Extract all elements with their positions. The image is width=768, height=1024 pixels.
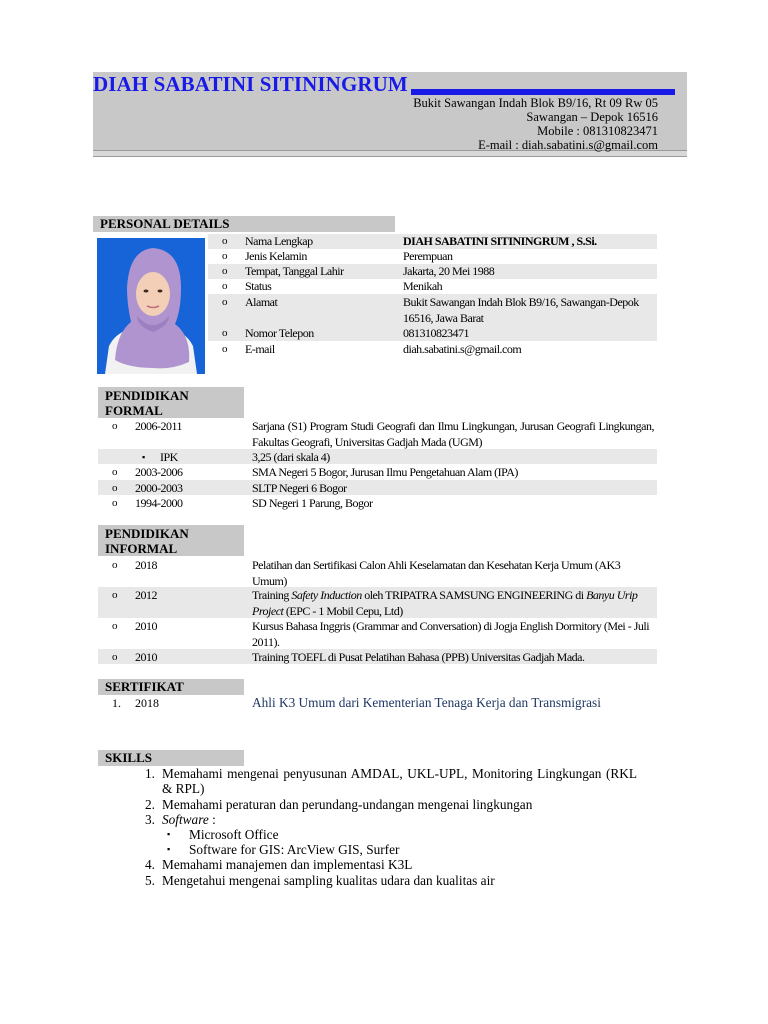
value-alamat: Bukit Sawangan Indah Blok B9/16, Sawangan-Depok 16516, Jawa Barat	[403, 295, 639, 325]
skill-number: 4.	[145, 857, 155, 872]
sertifikat-desc: Ahli K3 Umum dari Kementerian Tenaga Kerja dan Transmigrasi	[252, 695, 601, 710]
skill-item: Memahami mengenai penyusunan AMDAL, UKL-UPL, Monitoring Lingkungan (RKL & RPL)	[162, 766, 637, 796]
bullet: ▪	[167, 829, 171, 839]
row-shade	[98, 449, 657, 464]
desc-part: oleh TRIPATRA SAMSUNG ENGINEERING di	[361, 588, 587, 602]
bullet: o	[112, 497, 118, 509]
bullet: o	[112, 651, 118, 663]
label-nama: Nama Lengkap	[245, 234, 313, 248]
informal-year: 2010	[135, 619, 157, 633]
informal-desc: Kursus Bahasa Inggris (Grammar and Conversation) di Jogja English Dormitory (Mei - Juli 2011).	[252, 619, 650, 649]
bullet: o	[112, 620, 118, 632]
mobile-number: Mobile : 081310823471	[537, 124, 658, 138]
bullet: o	[222, 280, 228, 292]
desc-italic: Safety Induction	[291, 588, 362, 602]
value-email: diah.sabatini.s@gmail.com	[403, 342, 522, 356]
sertifikat-year: 2018	[135, 696, 159, 710]
skill-software-label: Software	[162, 812, 209, 827]
bullet: o	[222, 343, 228, 355]
bullet: o	[112, 589, 118, 601]
portrait-photo-icon	[97, 238, 205, 374]
sertifikat-number: 1.	[112, 696, 121, 710]
desc-italic: Banyu Urip Project	[252, 588, 638, 618]
formal-year: 2000-2003	[135, 481, 183, 495]
section-heading-personal: PERSONAL DETAILS	[93, 216, 395, 232]
section-heading-formal	[98, 387, 244, 418]
formal-year: IPK	[160, 450, 178, 464]
section-heading-sertifikat: SERTIFIKAT	[98, 679, 244, 695]
bullet: o	[222, 327, 228, 339]
bullet: o	[112, 466, 118, 478]
formal-desc: SD Negeri 1 Parung, Bogor	[252, 496, 373, 510]
bullet: o	[222, 296, 228, 308]
formal-desc: SMA Negeri 5 Bogor, Jurusan Ilmu Pengetahuan Alam (IPA)	[252, 465, 518, 479]
section-heading-skills: SKILLS	[98, 750, 244, 766]
bullet: ▪	[167, 844, 171, 854]
value-telepon: 081310823471	[403, 326, 469, 340]
formal-desc: SLTP Negeri 6 Bogor	[252, 481, 347, 495]
skill-item: Mengetahui mengenai sampling kualitas udara dan kualitas air	[162, 873, 495, 888]
name-underline-bar	[411, 89, 675, 95]
bullet: o	[112, 420, 118, 432]
skill-item: Memahami manajemen dan implementasi K3L	[162, 857, 413, 872]
skill-number: 5.	[145, 873, 155, 888]
bullet: ▪	[142, 452, 146, 462]
email-address: E-mail : diah.sabatini.s@gmail.com	[478, 138, 658, 152]
value-status: Menikah	[403, 279, 443, 293]
heading-line: INFORMAL	[105, 541, 178, 556]
heading-line: PENDIDIKAN	[105, 388, 189, 403]
label-email: E-mail	[245, 342, 275, 356]
informal-year: 2012	[135, 588, 157, 602]
value-nama: DIAH SABATINI SITININGRUM , S.Si.	[403, 234, 597, 248]
skill-item: Memahami peraturan dan perundang-undangan mengenai lingkungan	[162, 797, 533, 812]
skill-number: 2.	[145, 797, 155, 812]
portrait-photo	[97, 238, 205, 374]
formal-year: 2003-2006	[135, 465, 183, 479]
label-alamat: Alamat	[245, 295, 278, 309]
formal-desc: Sarjana (S1) Program Studi Geografi dan Ilmu Lingkungan, Jurusan Geografi Lingkungan, Fakultas Geografi, Universitas Gadjah Mada (UGM)	[252, 419, 654, 449]
section-heading-informal	[98, 525, 244, 556]
informal-year: 2018	[135, 558, 157, 572]
value-jenis-kelamin: Perempuan	[403, 249, 453, 263]
formal-year: 1994-2000	[135, 496, 183, 510]
bullet: o	[112, 559, 118, 571]
formal-desc: 3,25 (dari skala 4)	[252, 450, 330, 464]
informal-year: 2010	[135, 650, 157, 664]
label-jenis-kelamin: Jenis Kelamin	[245, 249, 307, 263]
label-tempat-lahir: Tempat, Tanggal Lahir	[245, 264, 344, 278]
heading-line: FORMAL	[105, 403, 163, 418]
address-line-1: Bukit Sawangan Indah Blok B9/16, Rt 09 Rw 05	[413, 96, 658, 110]
bullet: o	[112, 482, 118, 494]
skill-number: 1.	[145, 766, 155, 781]
skill-item	[162, 812, 216, 827]
bullet: o	[222, 250, 228, 262]
label-telepon: Nomor Telepon	[245, 326, 314, 340]
value-tempat-lahir: Jakarta, 20 Mei 1988	[403, 264, 495, 278]
bullet: o	[222, 235, 228, 247]
informal-desc	[252, 587, 656, 619]
desc-part: Training	[252, 588, 292, 602]
heading-line: PENDIDIKAN	[105, 526, 189, 541]
applicant-name: DIAH SABATINI SITININGRUM	[93, 72, 408, 96]
informal-desc: Pelatihan dan Sertifikasi Calon Ahli Keselamatan dan Kesehatan Kerja Umum (AK3 Umum)	[252, 558, 621, 588]
desc-part: (EPC - 1 Mobil Cepu, Ltd)	[283, 604, 403, 618]
bullet: o	[222, 265, 228, 277]
software-item: Microsoft Office	[189, 827, 279, 842]
skill-suffix: :	[208, 812, 216, 827]
formal-year: 2006-2011	[135, 419, 183, 433]
software-item: Software for GIS: ArcView GIS, Surfer	[189, 842, 400, 857]
informal-desc: Training TOEFL di Pusat Pelatihan Bahasa (PPB) Universitas Gadjah Mada.	[252, 650, 585, 664]
address-line-2: Sawangan – Depok 16516	[526, 110, 658, 124]
label-status: Status	[245, 279, 272, 293]
skill-number: 3.	[145, 812, 155, 827]
